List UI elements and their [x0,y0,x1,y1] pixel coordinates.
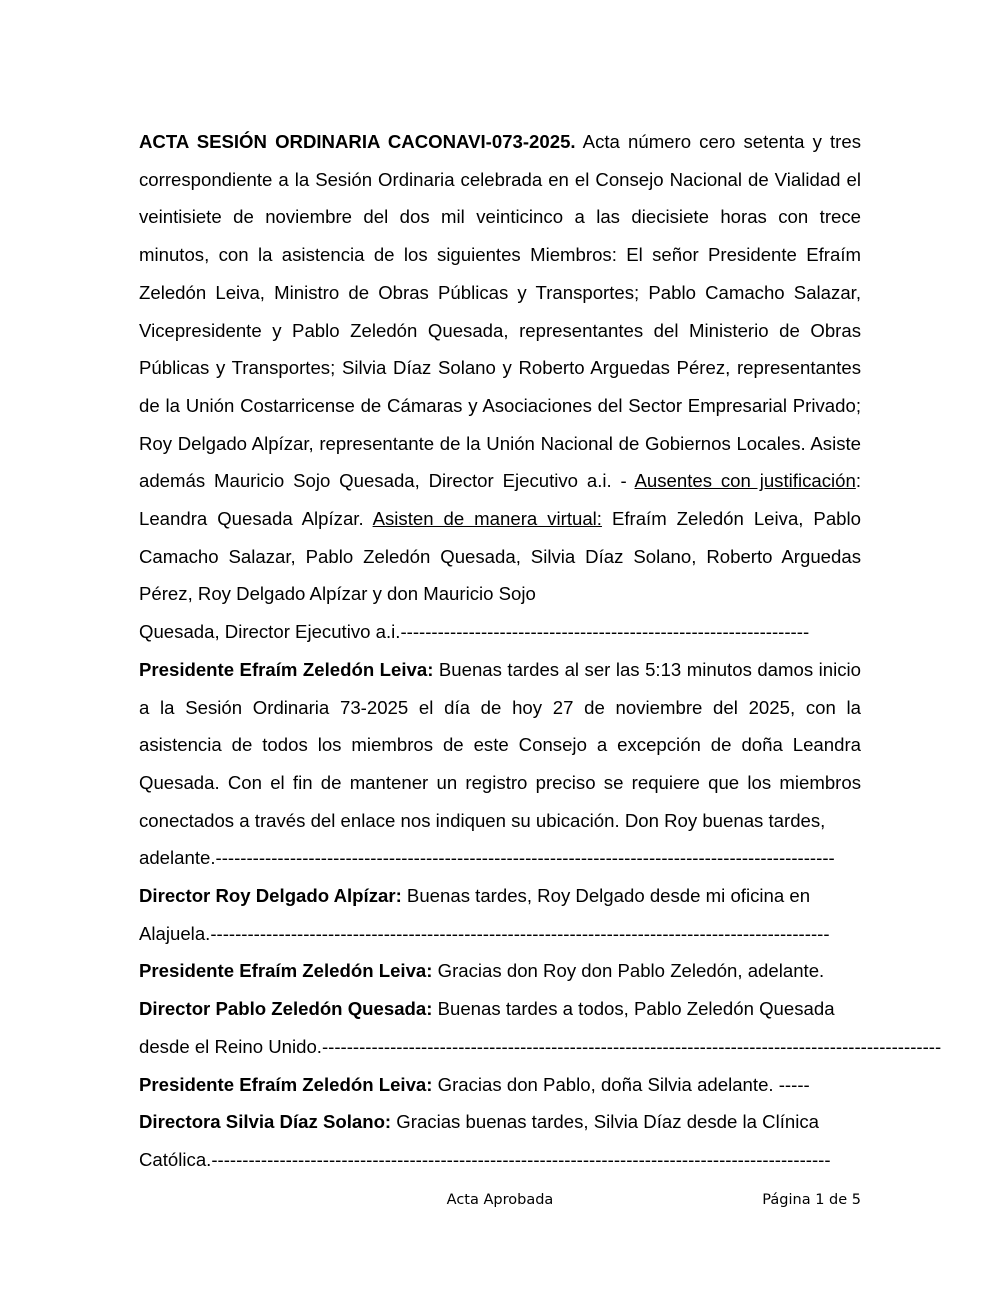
speaker-text: Buenas tardes, Roy Delgado desde mi oficina en [401,885,811,907]
speaker-text: Gracias don Pablo, doña Silvia adelante. ----- [432,1073,810,1095]
speaker-name: Presidente Efraím Zeledón Leiva: [139,658,434,680]
minutes-body [139,123,942,1179]
speaker-text: Gracias buenas tardes, Silvia Díaz desde la Clínica [391,1111,819,1133]
minutes-heading: ACTA SESIÓN ORDINARIA CACONAVI-073-2025. [139,131,576,152]
speaker-name: Presidente Efraím Zeledón Leiva: [139,1073,433,1095]
intro-text: Acta número cero setenta y tres correspondiente a la Sesión Ordinaria celebrada en el Consejo Nacional de Vialidad el veintisiete de noviembre del dos mil veinticinco a las diecisiete horas con trece minutos, con la asistencia de los siguientes Miembros: El señor Presidente Efraím Zeledón Leiva, Ministro de Obras Públicas y Transportes; Pablo Camacho Salazar, Vicepresidente y Pablo Zeledón Quesada, representantes del Ministerio de Obras Públicas y Transportes; Silvia Díaz Solano y Roberto Arguedas Pérez, representantes de la Unión Costarricense de Cámaras y Asociaciones del Sector Empresarial Privado; Roy Delgado Alpízar, representante de la Unión Nacional de Gobiernos Locales. Asiste además Mauricio Sojo Quesada, Director Ejecutivo a.i. - [139,131,861,492]
speaker-entry [139,952,861,990]
speaker-entry [139,1066,861,1104]
dash-filler: ------------------------------------------------------------------ [400,621,810,643]
dash-filler: ---------------------------------------------------------------------------------------------------- [215,847,835,869]
absent-text: : Leandra Quesada Alpízar. [139,470,861,530]
dash-filler: ---------------------------------------------------------------------------------------------------- [211,1148,831,1170]
entry-closing-line [139,839,861,877]
speaker-entry [139,1103,861,1141]
entry-closing-line [139,915,861,953]
page-footer [139,1192,861,1216]
speaker-name: Director Roy Delgado Alpízar: [139,885,402,907]
speaker-name: Director Pablo Zeledón Quesada: [139,998,433,1020]
entry-closing-line [139,1141,861,1179]
virtual-text: Efraím Zeledón Leiva, Pablo Camacho Salazar, Pablo Zeledón Quesada, Silvia Díaz Solano, Roberto Arguedas Pérez, Roy Delgado Alpízar y don Mauricio Sojo [139,508,861,605]
speaker-name: Directora Silvia Díaz Solano: [139,1111,392,1133]
entry-tail: Católica. [139,1148,212,1170]
intro-last-line: Quesada, Director Ejecutivo a.i. [139,621,401,643]
entry-tail: adelante. [139,847,216,869]
intro-closing-line [139,613,861,651]
footer-page-number: Página 1 de 5 [762,1192,861,1208]
speaker-text: Gracias don Roy don Pablo Zeledón, adelante. [432,960,825,982]
speaker-entry [139,651,861,840]
speaker-name: Presidente Efraím Zeledón Leiva: [139,960,433,982]
intro-paragraph [139,123,861,613]
dash-filler: ---------------------------------------------------------------------------------------------------- [210,922,830,944]
footer-status: Acta Aprobada [446,1192,554,1208]
speaker-entry [139,877,861,915]
absent-label: Ausentes con justificación [634,470,856,492]
speaker-text: Buenas tardes al ser las 5:13 minutos damos inicio a la Sesión Ordinaria 73-2025 el día de hoy 27 de noviembre del 2025, con la asistencia de todos los miembros de este Consejo a excepción de doña Leandra Quesada. Con el fin de mantener un registro preciso se requiere que los miembros conectados a través del enlace nos indiquen su ubicación. Don Roy buenas tardes, [139,658,861,831]
speaker-text: Buenas tardes a todos, Pablo Zeledón Quesada [432,998,835,1020]
speaker-entry [139,990,861,1028]
entry-closing-line [139,1028,942,1066]
dash-filler: ---------------------------------------------------------------------------------------------------- [321,1035,942,1057]
entry-tail: desde el Reino Unido. [139,1035,322,1057]
virtual-label: Asisten de manera virtual: [372,508,602,530]
entry-tail: Alajuela. [139,922,211,944]
